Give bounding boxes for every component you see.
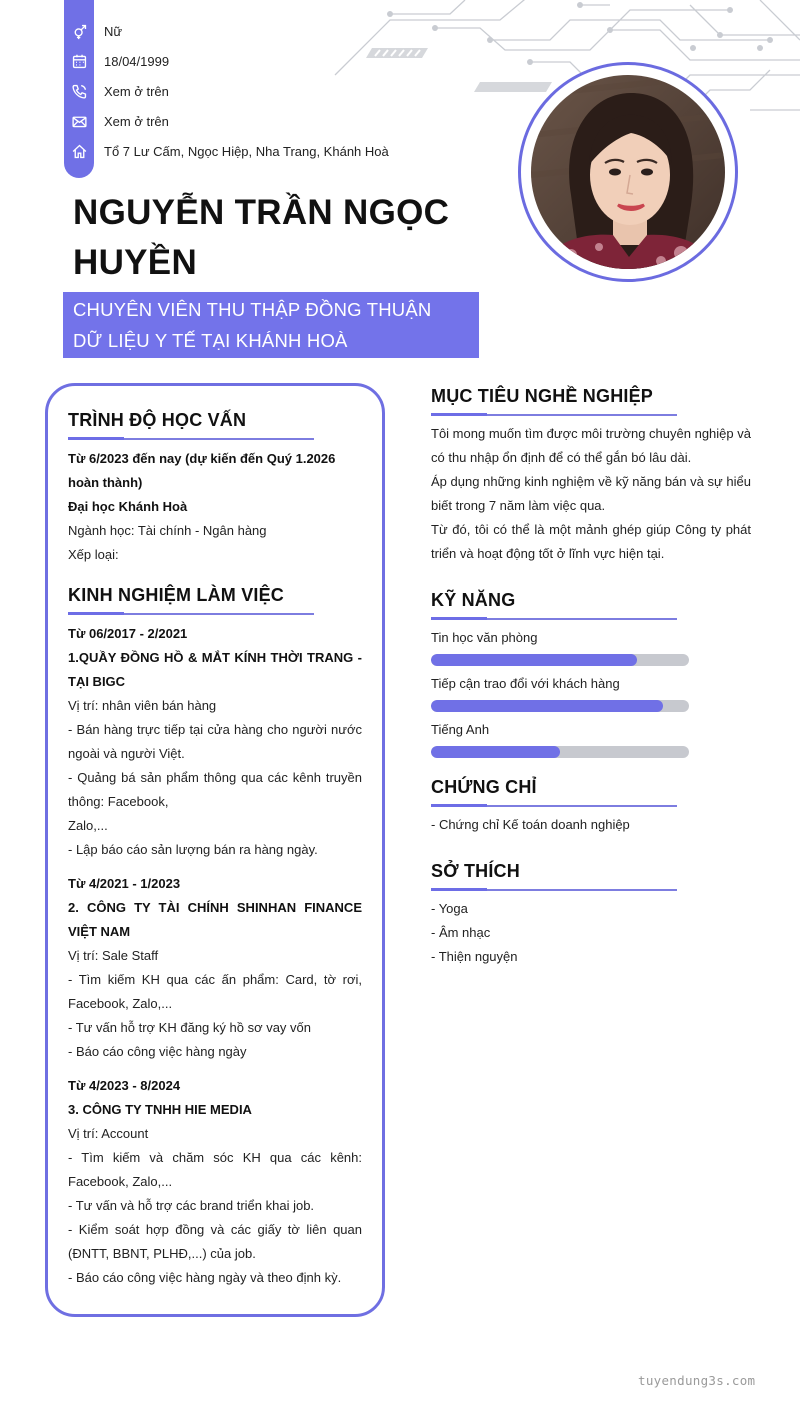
experience-title: KINH NGHIỆM LÀM VIỆC: [68, 585, 285, 605]
job-duty: - Bán hàng trực tiếp tại cửa hàng cho người nước ngoài và người Việt.: [68, 722, 362, 761]
skill-name: Tiếng Anh: [431, 722, 490, 737]
education-rank: Xếp loại:: [68, 547, 119, 562]
objective-section: [431, 386, 761, 416]
hobbies-list: [431, 897, 761, 969]
skills-list: [431, 626, 761, 764]
section-underline: [68, 437, 364, 440]
job-duty: - Quảng bá sản phẩm thông qua các kênh truyền thông: Facebook,: [68, 770, 362, 809]
certificates-title: CHỨNG CHỈ: [431, 777, 537, 797]
contact-email: [64, 106, 464, 136]
job-position: Vị trí: nhân viên bán hàng: [68, 698, 217, 713]
skill-bar-fill: [431, 700, 663, 712]
skill-name: Tiếp cận trao đổi với khách hàng: [431, 676, 620, 691]
job-position: Vị trí: Sale Staff: [68, 948, 159, 963]
job-2: [68, 872, 362, 1064]
job-duty: - Kiểm soát hợp đồng và các giấy tờ liên quan (ĐNTT, BBNT, PLHĐ,...) của job.: [68, 1222, 362, 1261]
mail-icon: [64, 113, 94, 130]
job-duty: - Báo cáo công việc hàng ngày: [68, 1044, 247, 1059]
contact-phone: [64, 76, 464, 106]
job-title-banner: [63, 292, 479, 358]
section-underline: [431, 888, 761, 891]
certificate-item: - Chứng chỉ Kế toán doanh nghiệp: [431, 817, 630, 832]
gender-icon: [64, 23, 94, 40]
job-title-line-1: CHUYÊN VIÊN THU THẬP ĐỒNG THUẬN: [73, 299, 432, 320]
dob-text: 18/04/1999: [104, 53, 170, 69]
job-period: Từ 06/2017 - 2/2021: [68, 626, 188, 641]
objective-line: Từ đó, tôi có thể là một mảnh ghép giúp Công ty phát triển và hoạt động tốt ở lĩnh vực hiện tại.: [431, 522, 751, 561]
job-company: 2. CÔNG TY TÀI CHÍNH SHINHAN FINANCE VIỆT NAM: [68, 900, 362, 939]
education-school: Đại học Khánh Hoà: [68, 499, 188, 514]
job-duty: - Tư vấn hỗ trợ KH đăng ký hồ sơ vay vốn: [68, 1020, 312, 1035]
skill-bar: [431, 654, 689, 666]
phone-text: Xem ở trên: [104, 83, 169, 99]
section-underline: [68, 612, 364, 615]
education-body: [68, 447, 364, 567]
name-line-1: NGUYỄN TRẦN NGỌC: [73, 193, 450, 232]
education-period: Từ 6/2023 đến nay (dự kiến đến Quý 1.2026 hoàn thành): [68, 451, 336, 490]
job-1: [68, 622, 362, 862]
education-section: [68, 410, 364, 440]
hobby-item: - Âm nhạc: [431, 925, 491, 940]
contact-gender: [64, 16, 464, 46]
hobbies-section: [431, 861, 761, 891]
hobby-item: - Thiện nguyện: [431, 949, 518, 964]
job-duty: - Tìm kiếm và chăm sóc KH qua các kênh: Facebook, Zalo,...: [68, 1150, 362, 1189]
job-position: Vị trí: Account: [68, 1126, 149, 1141]
section-underline: [431, 413, 761, 416]
section-underline: [431, 617, 761, 620]
job-duty: - Tư vấn và hỗ trợ các brand triển khai job.: [68, 1198, 315, 1213]
objective-line: Tôi mong muốn tìm được môi trường chuyên nghiệp và có thu nhập ổn định để có thể gắn bó lâu dài.: [431, 426, 751, 465]
contact-dob: [64, 46, 464, 76]
skill-name: Tin học văn phòng: [431, 630, 538, 645]
skill-bar: [431, 700, 689, 712]
avatar: [531, 75, 725, 269]
skill-bar-fill: [431, 654, 637, 666]
skills-section: [431, 590, 761, 620]
hobbies-title: SỞ THÍCH: [431, 861, 520, 881]
job-3: [68, 1074, 362, 1290]
hobby-item: - Yoga: [431, 901, 468, 916]
gender-text: Nữ: [104, 23, 123, 39]
skill-bar: [431, 746, 689, 758]
job-period: Từ 4/2023 - 8/2024: [68, 1078, 181, 1093]
job-duty: - Lập báo cáo sản lượng bán ra hàng ngày.: [68, 842, 318, 857]
home-icon: [64, 143, 94, 160]
education-major: Ngành học: Tài chính - Ngân hàng: [68, 523, 267, 538]
job-duty: - Báo cáo công việc hàng ngày và theo định kỳ.: [68, 1270, 342, 1285]
objective-body: [431, 422, 751, 566]
job-duty: - Tìm kiếm KH qua các ấn phẩm: Card, tờ rơi, Facebook, Zalo,...: [68, 972, 362, 1011]
job-duty: Zalo,...: [68, 818, 108, 833]
job-company: 3. CÔNG TY TNHH HIE MEDIA: [68, 1102, 252, 1117]
contact-address: [64, 136, 464, 166]
email-text: Xem ở trên: [104, 113, 169, 129]
name-line-2: HUYỀN: [73, 243, 198, 282]
education-title: TRÌNH ĐỘ HỌC VẤN: [68, 410, 247, 430]
full-name: [73, 188, 493, 288]
section-underline: [431, 804, 761, 807]
calendar-icon: [64, 53, 94, 70]
skill-bar-fill: [431, 746, 560, 758]
job-period: Từ 4/2021 - 1/2023: [68, 876, 181, 891]
certificates-section: [431, 777, 761, 807]
job-title-line-2: DỮ LIỆU Y TẾ TẠI KHÁNH HOÀ: [73, 330, 348, 351]
address-text: Tổ 7 Lư Cấm, Ngọc Hiệp, Nha Trang, Khánh Hoà: [104, 143, 389, 159]
experience-section: [68, 585, 364, 615]
avatar-frame: [518, 62, 738, 282]
watermark: tuyendung3s.com: [638, 1373, 756, 1388]
phone-icon: [64, 83, 94, 100]
objective-title: MỤC TIÊU NGHỀ NGHIỆP: [431, 386, 654, 406]
certificates-list: [431, 813, 761, 837]
left-panel: [45, 383, 385, 1317]
objective-line: Áp dụng những kinh nghiệm về kỹ năng bán và sự hiểu biết trong 7 năm làm việc qua.: [431, 474, 751, 513]
job-company: 1.QUẦY ĐỒNG HỒ & MẮT KÍNH THỜI TRANG - TẠI BIGC: [68, 650, 362, 689]
skills-title: KỸ NĂNG: [431, 590, 516, 610]
